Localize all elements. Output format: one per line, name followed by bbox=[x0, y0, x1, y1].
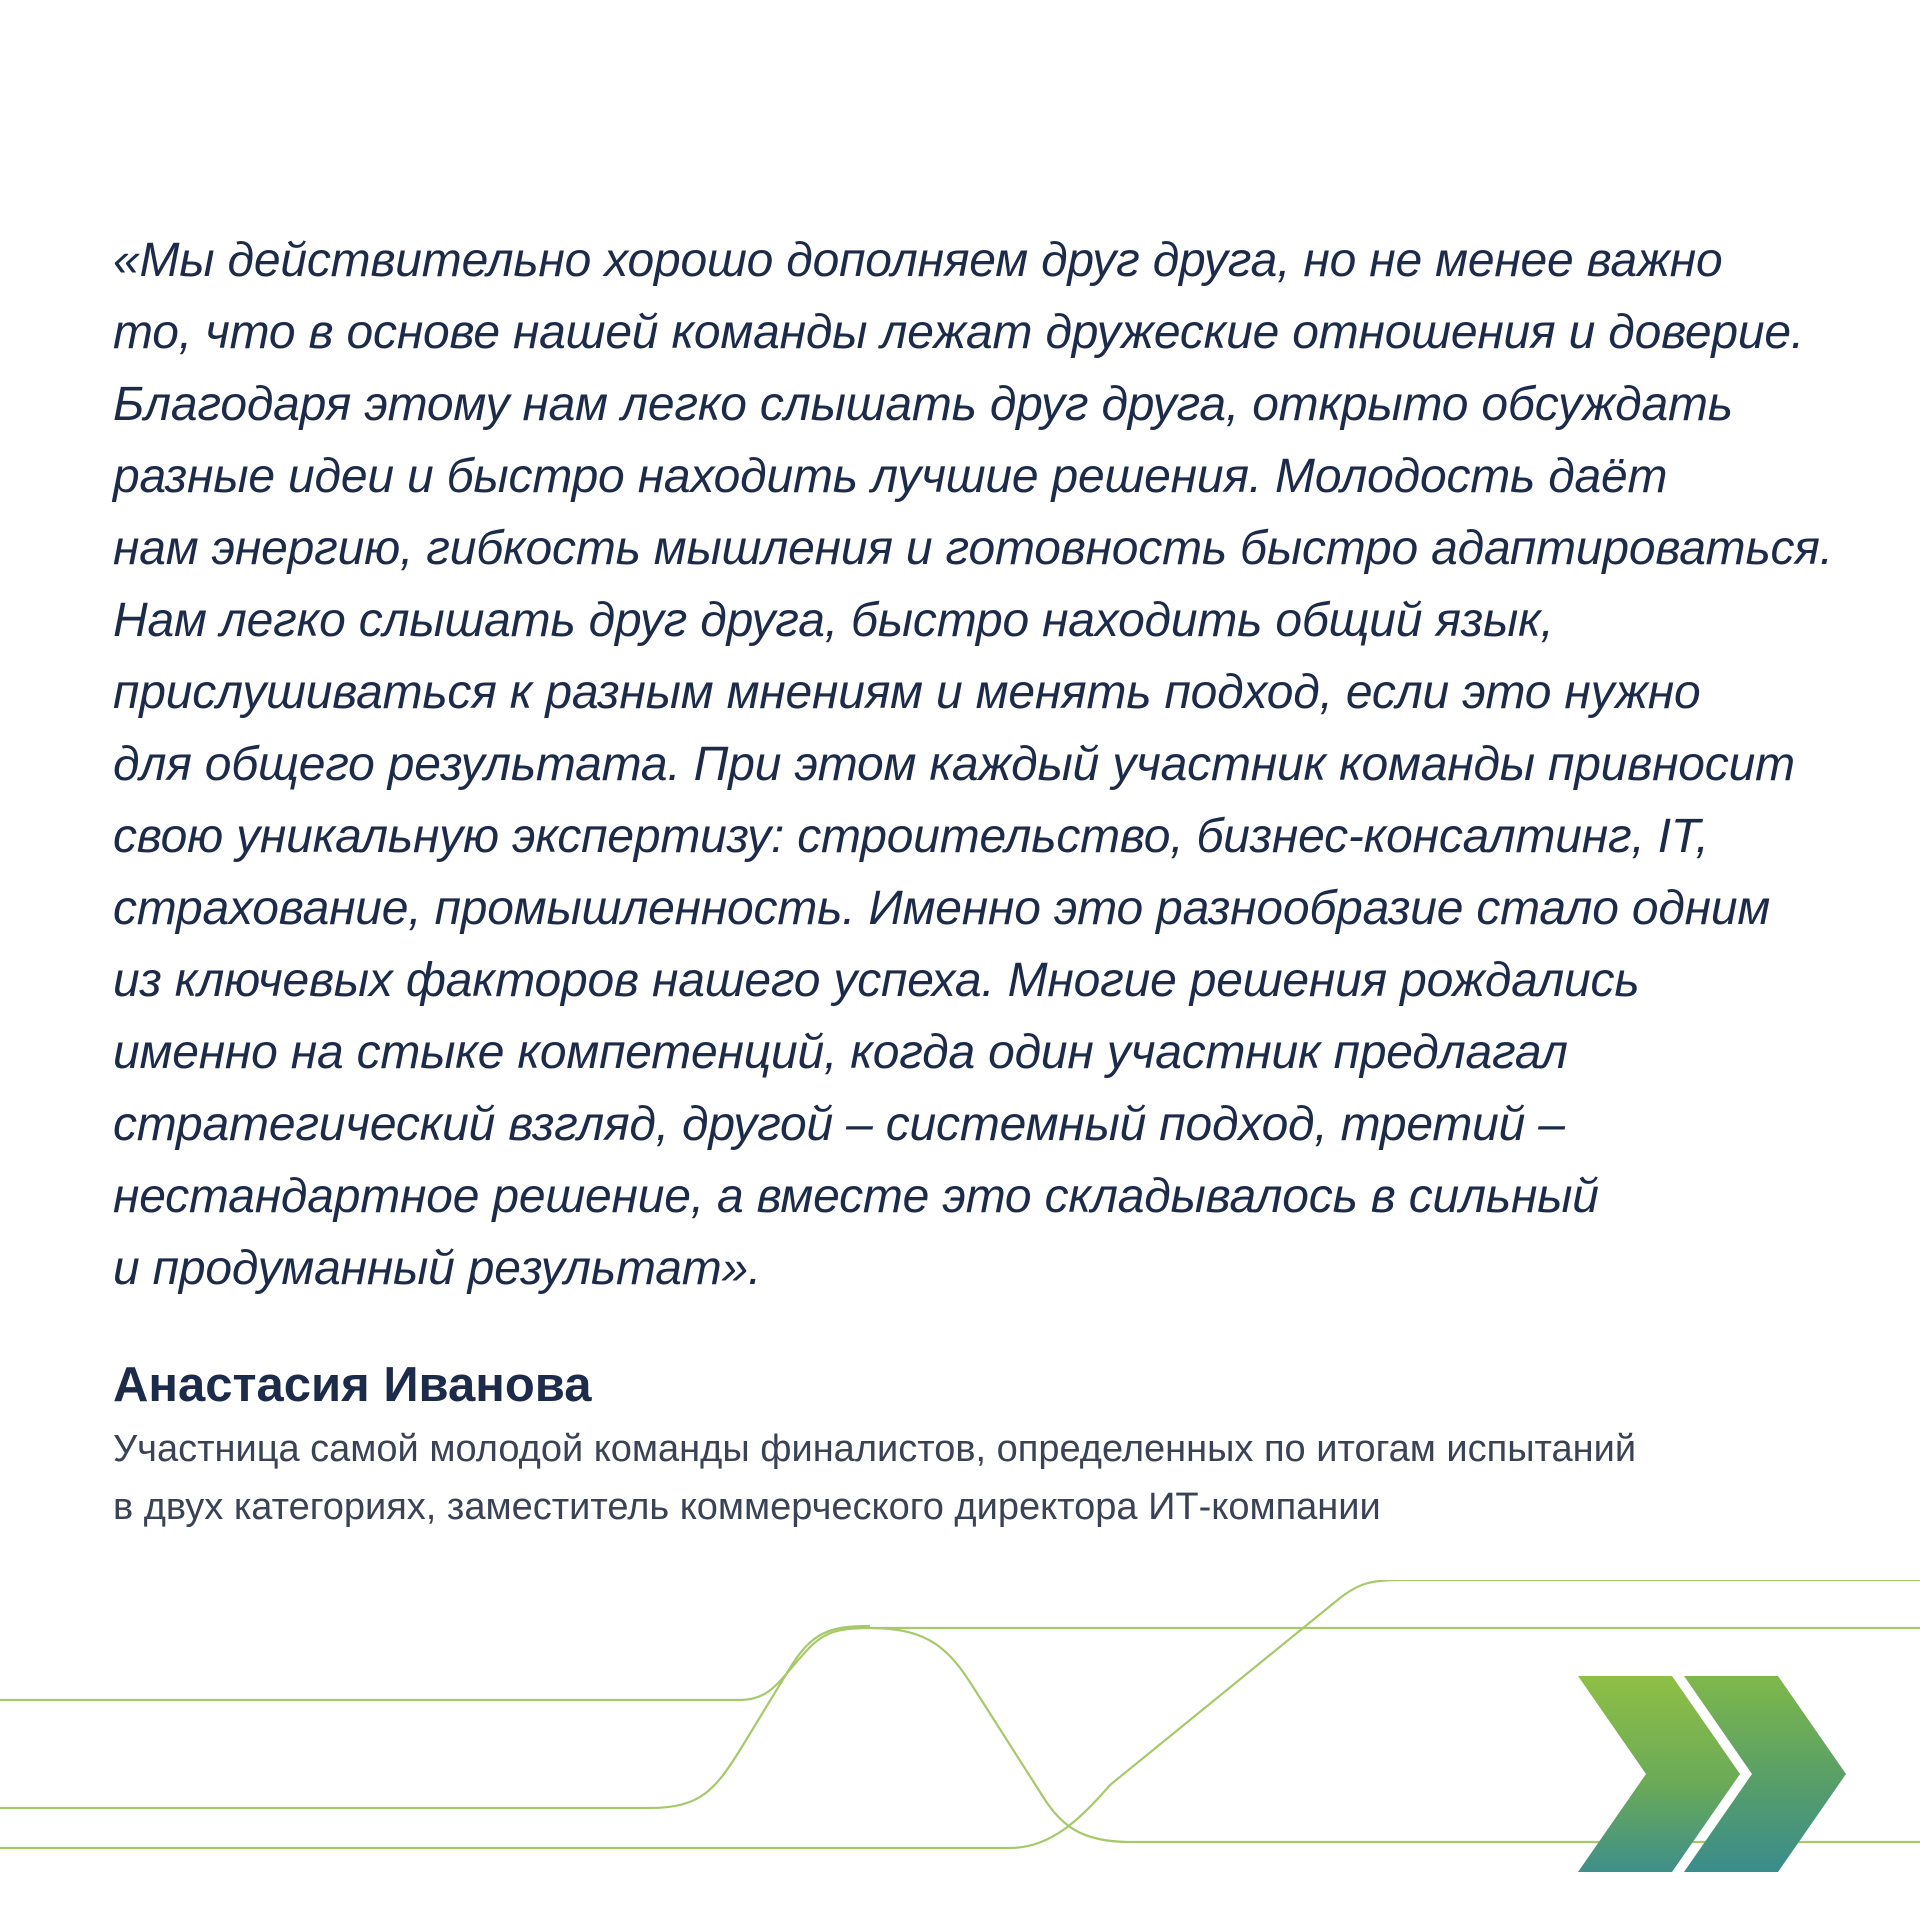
quote-line: то, что в основе нашей команды лежат дружеские отношения и доверие. bbox=[113, 306, 1804, 359]
quote-text bbox=[113, 225, 1833, 1305]
author-role-line: Участница самой молодой команды финалистов, определенных по итогам испытаний bbox=[113, 1428, 1637, 1470]
quote-line: стратегический взгляд, другой – системный подход, третий – bbox=[113, 1098, 1565, 1151]
quote-line: нам энергию, гибкость мышления и готовность быстро адаптироваться. bbox=[113, 522, 1833, 575]
author-role bbox=[113, 1420, 1873, 1536]
author-role-line: в двух категориях, заместитель коммерческого директора ИТ-компании bbox=[113, 1486, 1381, 1528]
quote-line: свою уникальную экспертизу: строительство, бизнес-консалтинг, IT, bbox=[113, 810, 1709, 863]
quote-line: Нам легко слышать друг друга, быстро находить общий язык, bbox=[113, 594, 1554, 647]
decorative-lines bbox=[0, 1580, 1920, 1920]
decor-line bbox=[0, 1626, 870, 1808]
quote-line: из ключевых факторов нашего успеха. Многие решения рождались bbox=[113, 954, 1640, 1007]
author-name: Анастасия Иванова bbox=[113, 1358, 592, 1412]
quote-line: разные идеи и быстро находить лучшие решения. Молодость даёт bbox=[113, 450, 1668, 503]
quote-line: и продуманный результат». bbox=[113, 1242, 762, 1295]
quote-line: Благодаря этому нам легко слышать друг друга, открыто обсуждать bbox=[113, 378, 1733, 431]
quote-line: для общего результата. При этом каждый участник команды привносит bbox=[113, 738, 1795, 791]
quote-line: нестандартное решение, а вместе это складывалось в сильный bbox=[113, 1170, 1599, 1223]
quote-line: «Мы действительно хорошо дополняем друг друга, но не менее важно bbox=[113, 234, 1723, 287]
quote-line: страхование, промышленность. Именно это разнообразие стало одним bbox=[113, 882, 1771, 935]
quote-line: именно на стыке компетенций, когда один участник предлагал bbox=[113, 1026, 1568, 1079]
quote-line: прислушиваться к разным мнениям и менять подход, если это нужно bbox=[113, 666, 1701, 719]
